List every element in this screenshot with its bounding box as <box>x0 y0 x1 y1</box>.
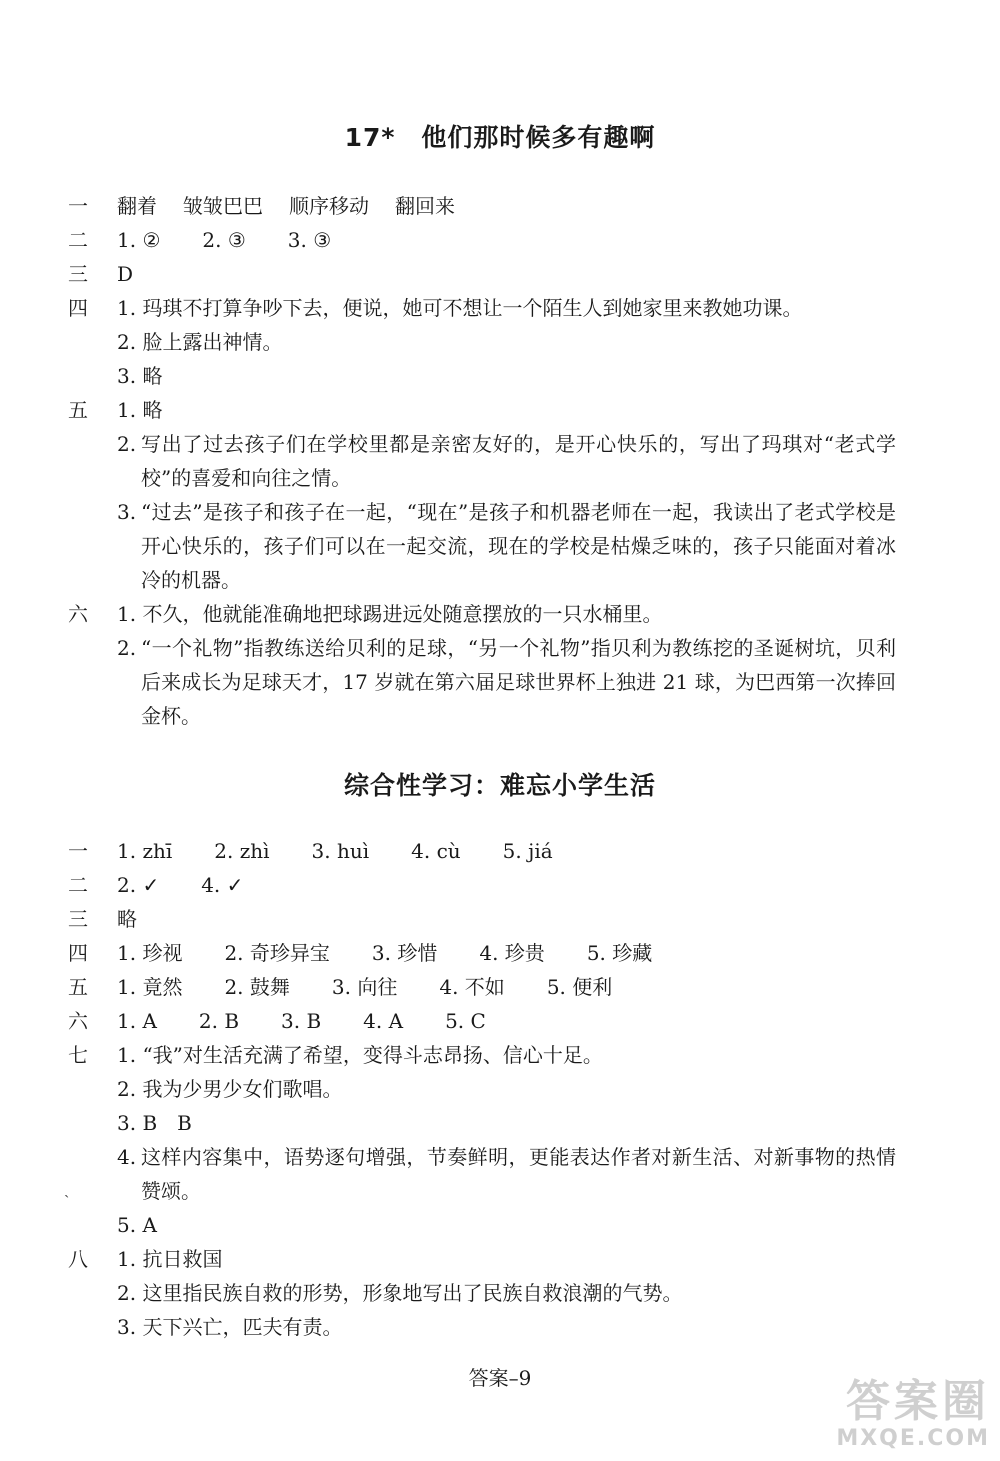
answer-item: 4. ✓ <box>201 873 244 897</box>
answer-item: 2. B <box>198 1009 240 1033</box>
answer-text: 1. 不久，他就能准确地把球踢进远处随意摆放的一只水桶里。 <box>117 602 663 626</box>
answer-text: D <box>117 262 134 286</box>
question-number: 二 <box>68 873 88 897</box>
answer-item: 3. ③ <box>287 228 332 252</box>
answer-text: 2. 脸上露出神情。 <box>117 330 283 354</box>
answer-item: 1. zhī <box>117 839 173 863</box>
answer-paragraph: 3. “过去”是孩子和孩子在一起，“现在”是孩子和机器老师在一起，我读出了老式学校是开心快乐的，孩子们可以在一起交流，现在的学校是枯燥乏味的，孩子只能面对着冰冷的机器。 <box>117 500 896 592</box>
answer-text: 5. A <box>117 1213 157 1237</box>
answer-text: 2. 我为少男少女们歌唱。 <box>117 1077 343 1101</box>
answer-item: 4. 珍贵 <box>479 941 545 965</box>
question-number: 四 <box>68 941 88 965</box>
answer-text: 1. 玛琪不打算争吵下去，便说，她可不想让一个陌生人到她家里来教她功课。 <box>117 296 803 320</box>
page-number: 答案–9 <box>468 1366 532 1390</box>
answer-text: 略 <box>117 907 137 931</box>
answer-row-5 <box>0 393 1000 427</box>
answer-item: 翻回来 <box>395 194 455 218</box>
question-number: 八 <box>68 1247 88 1271</box>
answer-item: 1. 珍视 <box>117 941 183 965</box>
answer-item: 2. 奇珍异宝 <box>224 941 330 965</box>
answer-item: 3. 珍惜 <box>371 941 438 965</box>
answer-item: 1. A <box>117 1009 157 1033</box>
question-number: 六 <box>68 602 88 626</box>
question-number: 五 <box>68 398 88 422</box>
answer-item: 顺序移动 <box>289 194 369 218</box>
answer-row-1 <box>0 189 1000 223</box>
answer-text: 3. 略 <box>117 364 163 388</box>
section-comprehensive-answers <box>0 834 1000 1344</box>
watermark-url: MXQE.COM <box>836 1426 990 1451</box>
question-number: 三 <box>68 907 88 931</box>
watermark-text: 答案圈 <box>846 1376 990 1427</box>
answer-item: 5. C <box>445 1009 486 1033</box>
answer-paragraph: 4. 这样内容集中，语势逐句增强，节奏鲜明，更能表达作者对新生活、对新事物的热情赞颂。 <box>117 1145 896 1203</box>
answer-row-2 <box>0 223 1000 257</box>
answer-text: 1. 略 <box>117 398 163 422</box>
answer-item: 3. huì <box>311 839 370 863</box>
answer-item: 5. jiá <box>502 839 553 863</box>
question-number: 七 <box>68 1043 88 1067</box>
answer-item: 4. cù <box>411 839 461 863</box>
watermark-logo <box>740 1378 990 1458</box>
answer-item: 皱皱巴巴 <box>183 194 263 218</box>
answer-text: 2. 这里指民族自救的形势，形象地写出了民族自救浪潮的气势。 <box>117 1281 683 1305</box>
question-number: 三 <box>68 262 88 286</box>
answer-item: 3. B <box>281 1009 322 1033</box>
answer-item: 5. 珍藏 <box>586 941 653 965</box>
answer-row-6 <box>0 597 1000 631</box>
answer-item: 1. 竟然 <box>117 975 183 999</box>
question-number: 四 <box>68 296 88 320</box>
question-number: 一 <box>68 839 88 863</box>
question-number: 二 <box>68 228 88 252</box>
answer-item: 5. 便利 <box>546 975 613 999</box>
question-number: 一 <box>68 194 88 218</box>
question-number: 五 <box>68 975 88 999</box>
answer-text: 3. B B <box>117 1111 192 1135</box>
answer-row-4 <box>0 291 1000 325</box>
answer-item: 2. 鼓舞 <box>224 975 290 999</box>
answer-paragraph: 2. 写出了过去孩子们在学校里都是亲密友好的，是开心快乐的，写出了玛琪对“老式学校”的喜爱和向往之情。 <box>117 432 896 490</box>
answer-paragraph: 2. “一个礼物”指教练送给贝利的足球，“另一个礼物”指贝利为教练挖的圣诞树坑，贝利后来成长为足球天才，17 岁就在第六届足球世界杯上独进 21 球，为巴西第一次捧回金杯。 <box>117 636 896 728</box>
answer-item: 3. 向往 <box>331 975 398 999</box>
section-17-answers <box>0 189 1000 733</box>
question-number: 六 <box>68 1009 88 1033</box>
answer-item: 2. ③ <box>202 228 246 252</box>
section-title-comprehensive: 综合性学习：难忘小学生活 <box>343 771 656 800</box>
answer-item: 2. zhì <box>214 839 270 863</box>
answer-text: 3. 天下兴亡，匹夫有责。 <box>117 1315 343 1339</box>
answer-item: 4. 不如 <box>439 975 505 999</box>
stray-mark: ˴ <box>64 1184 70 1203</box>
answer-item: 4. A <box>363 1009 404 1033</box>
answer-item: 翻着 <box>117 194 157 218</box>
section-title-17: 17* 他们那时候多有趣啊 <box>344 123 656 152</box>
answer-row-3 <box>0 257 1000 291</box>
answer-text: 1. 抗日救国 <box>117 1247 223 1271</box>
answer-text: 1. “我”对生活充满了希望，变得斗志昂扬、信心十足。 <box>117 1043 603 1067</box>
answer-item: 1. ② <box>117 228 161 252</box>
answer-item: 2. ✓ <box>117 873 160 897</box>
